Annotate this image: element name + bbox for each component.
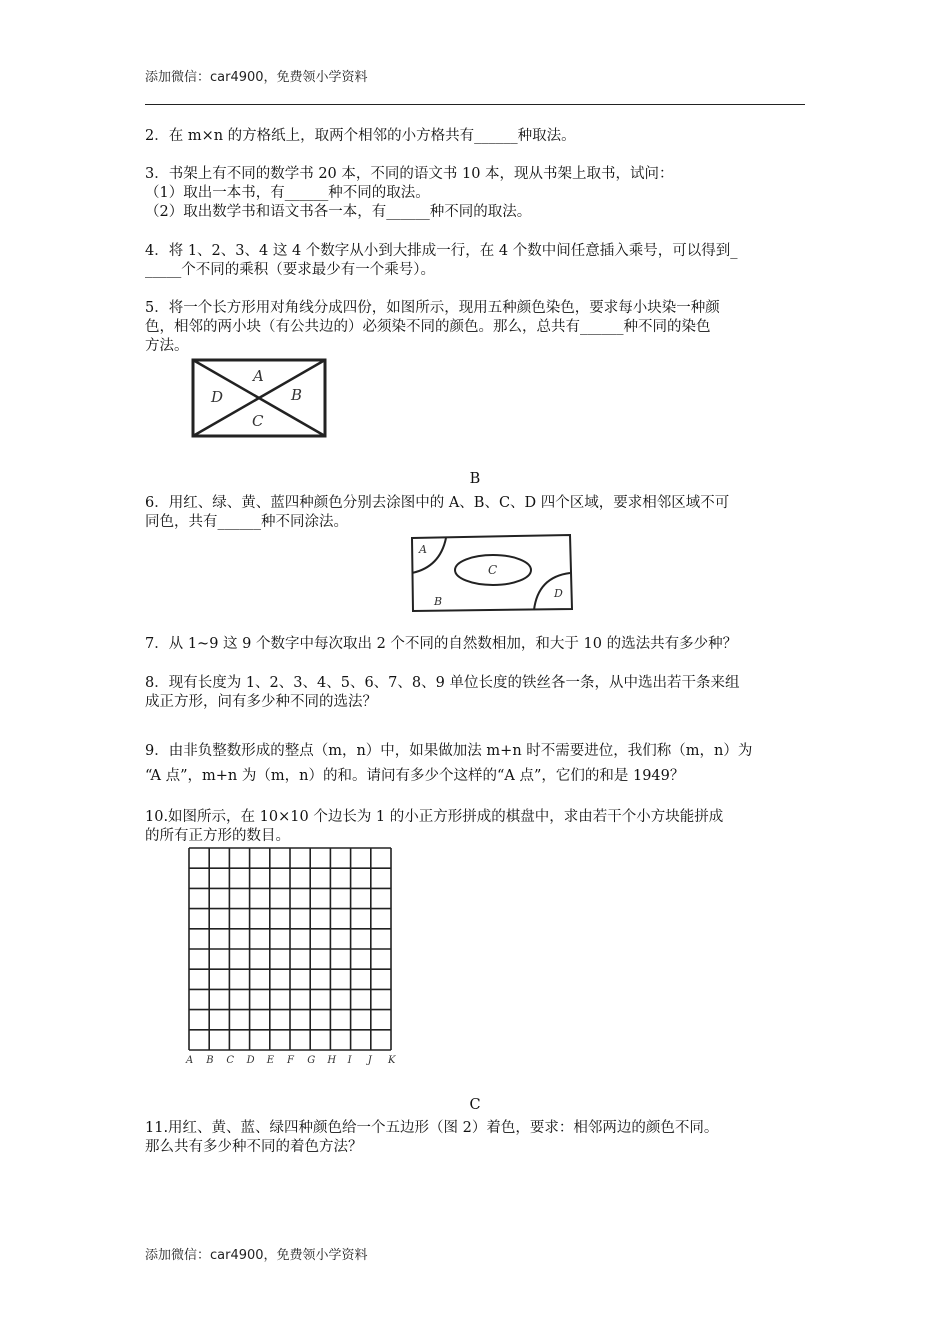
question-7: 7．从 1~9 这 9 个数字中每次取出 2 个不同的自然数相加，和大于 10 的选法共有多少种？ (145, 636, 738, 652)
section-label-c: C (469, 1097, 481, 1113)
question-11-line-2: 那么共有多少种不同的着色方法？ (145, 1139, 363, 1155)
grid-column-label: G (307, 1055, 316, 1066)
question-3-stem: 3．书架上有不同的数学书 20 本，不同的语文书 10 本，现从书架上取书，试问： (145, 166, 674, 182)
question-5-line-2: 色，相邻的两小块（有公共边的）必须染不同的颜色。那么，总共有______种不同的染色 (145, 319, 711, 335)
question-4-line-2: _____个不同的乘积（要求最少有一个乘号）。 (145, 262, 435, 278)
figure-label-b: B (291, 386, 303, 404)
diagonal-rectangle-figure (190, 358, 330, 440)
figure-label-c: C (252, 412, 264, 430)
question-5-line-3: 方法。 (145, 338, 189, 354)
grid-column-label: A (186, 1055, 194, 1066)
grid-column-label: J (367, 1055, 372, 1066)
question-4-line-1: 4．将 1、2、3、4 这 4 个数字从小到大排成一行，在 4 个数中间任意插入乘号，可以得到_ (145, 243, 738, 259)
question-3-part-1: （1）取出一本书，有______种不同的取法。 (145, 185, 430, 201)
region-map-figure (410, 533, 574, 613)
region-label-c: C (488, 563, 498, 577)
question-6-line-1: 6．用红、绿、黄、蓝四种颜色分别去涂图中的 A、B、C、D 四个区域，要求相邻区域不可 (145, 495, 730, 511)
question-11-line-1: 11.用红、黄、蓝、绿四种颜色给一个五边形（图 2）着色，要求：相邻两边的颜色不同。 (145, 1120, 719, 1136)
question-9-line-1: 9．由非负整数形成的整点（m，n）中，如果做加法 m+n 时不需要进位，我们称（m，n）为 (145, 743, 753, 759)
grid-column-label: E (266, 1055, 275, 1066)
page-footer: 添加微信：car4900，免费领小学资料 (145, 1248, 368, 1263)
grid-column-label: I (347, 1055, 352, 1066)
grid-column-label: C (226, 1055, 235, 1066)
question-8-line-1: 8．现有长度为 1、2、3、4、5、6、7、8、9 单位长度的铁丝各一条，从中选出若干条来组 (145, 675, 740, 691)
grid-column-label: B (206, 1055, 214, 1066)
grid-column-label: F (287, 1055, 294, 1066)
question-2: 2．在 m×n 的方格纸上，取两个相邻的小方格共有______种取法。 (145, 128, 576, 144)
grid-column-label: D (246, 1055, 255, 1066)
region-label-d: D (554, 587, 563, 600)
region-label-a: A (419, 543, 427, 556)
question-3-part-2: （2）取出数学书和语文书各一本，有______种不同的取法。 (145, 204, 532, 220)
page-header: 添加微信：car4900，免费领小学资料 (145, 70, 368, 85)
region-label-b: B (434, 595, 443, 608)
question-9-line-2: “A 点”，m+n 为（m，n）的和。请问有多少个这样的“A 点”，它们的和是 1949？ (145, 768, 685, 784)
question-10-line-2: 的所有正方形的数目。 (145, 828, 290, 844)
grid-column-label: K (388, 1055, 396, 1066)
figure-label-d: D (211, 388, 224, 406)
section-label-b: B (469, 471, 481, 487)
question-6-line-2: 同色，共有______种不同涂法。 (145, 514, 348, 530)
question-8-line-2: 成正方形，问有多少种不同的选法？ (145, 694, 377, 710)
chessboard-grid-figure (186, 846, 396, 1066)
grid-column-label: H (327, 1055, 337, 1066)
question-10-line-1: 10.如图所示，在 10×10 个边长为 1 的小正方形拼成的棋盘中，求由若干个小方块能拼成 (145, 809, 724, 825)
question-5-line-1: 5．将一个长方形用对角线分成四份，如图所示，现用五种颜色染色，要求每小块染一种颜 (145, 300, 720, 316)
header-divider (145, 104, 805, 105)
figure-label-a: A (253, 367, 264, 385)
